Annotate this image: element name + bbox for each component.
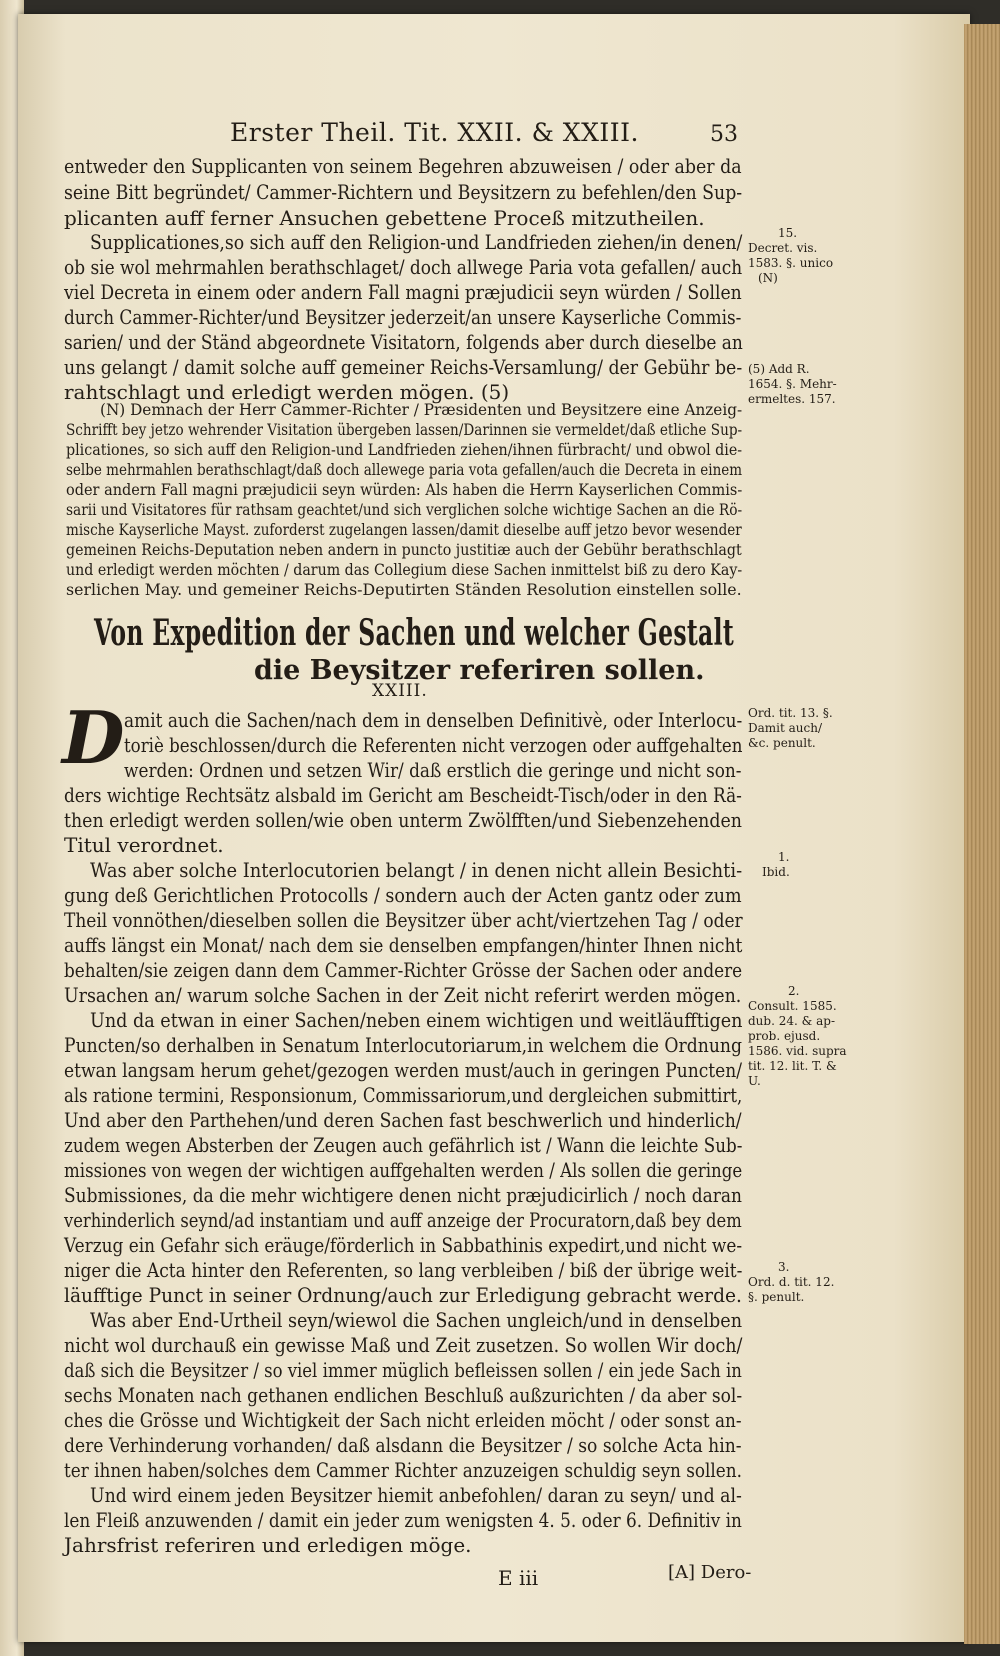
text-line: niger die Acta hinter den Referenten, so lang verbleiben / biß der übrige weit- — [64, 1258, 743, 1282]
text-line: läufftige Punct in seiner Ordnung/auch zur Erledigung gebracht werde. — [64, 1283, 742, 1307]
text-line: durch Cammer-Richter/und Beysitzer jederzeit/an unsere Kayserliche Commis- — [64, 305, 742, 329]
drop-cap: D — [62, 695, 125, 780]
text-line: Submissiones, da die mehr wichtigere denen nicht præjudicirlich / noch daran — [64, 1183, 742, 1207]
note-line: gemeinen Reichs-Deputation neben andern in puncto justitiæ auch der Gebühr berathschlagt — [66, 540, 742, 559]
section-number: XXIII. — [372, 681, 428, 701]
margin-note: 1. Ibid. — [762, 850, 790, 879]
margin-note: 2. Consult. 1585. dub. 24. & ap- prob. ejusd. 1586. vid. supra tit. 12. lit. T. & U. — [748, 984, 847, 1088]
note-line: mische Kayserliche Mayst. zuforderst zugelangen lassen/damit dieselbe auff jetzo bevor wesender — [66, 520, 742, 539]
running-head: Erster Theil. Tit. XXII. & XXIII. — [230, 118, 639, 147]
text-line: Was aber End-Urtheil seyn/wiewol die Sachen ungleich/und in denselben — [90, 1308, 743, 1332]
note-line: selbe mehrmahlen berathschlagt/daß doch allewege paria vota gefallen/auch die Decreta in einem — [66, 460, 743, 479]
text-line: Supplicationes,so sich auff den Religion-und Landfrieden ziehen/in denen/ — [90, 230, 743, 254]
text-line: Und wird einem jeden Beysitzer hiemit anbefohlen/ daran zu seyn/ und al- — [90, 1483, 742, 1507]
note-line: oder andern Fall magni præjudicii seyn würden: Als haben die Herrn Kayserlichen Commis- — [66, 480, 743, 499]
signature-mark: E iii — [498, 1566, 539, 1590]
text-line: Verzug ein Gefahr sich eräuge/förderlich in Sabbathinis expedirt,und nicht we- — [64, 1233, 743, 1257]
text-line: missiones von wegen der wichtigen auffgehalten werden / Als sollen die geringe — [64, 1158, 743, 1182]
margin-note: 3. Ord. d. tit. 12. §. penult. — [748, 1260, 835, 1304]
text-line: seine Bitt begründet/ Cammer-Richtern und Beysitzern zu befehlen/den Sup- — [64, 180, 743, 204]
text-line: len Fleiß anzuwenden / damit ein jeder zum wenigsten 4. 5. oder 6. Definitiv in — [64, 1508, 742, 1532]
note-line: (N) Demnach der Herr Cammer-Richter / Præsidenten und Beysitzere eine Anzeig- — [100, 400, 743, 419]
note-line: serlichen May. und gemeiner Reichs-Deputirten Ständen Resolution einstellen solle. — [66, 580, 742, 599]
text-line: viel Decreta in einem oder andern Fall magni præjudicii seyn würden / Sollen — [64, 280, 742, 304]
margin-note: 15. Decret. vis. 1583. §. unico (N) — [748, 226, 834, 285]
text-line: entweder den Supplicanten von seinem Begehren abzuweisen / oder aber da — [64, 154, 742, 178]
text-line: then erledigt werden sollen/wie oben unterm Zwölfften/und Siebenzehenden — [64, 808, 742, 832]
text-line: toriè beschlossen/durch die Referenten nicht verzogen oder auffgehalten — [124, 733, 743, 757]
text-line: daß sich die Beysitzer / so viel immer müglich befleissen sollen / ein jede Sach in — [64, 1358, 742, 1382]
text-line: uns gelangt / damit solche auff gemeiner Reichs-Versamlung/ der Gebühr be- — [64, 355, 743, 379]
section-subtitle: die Beysitzer referiren sollen. — [254, 655, 705, 686]
text-line: rahtschlagt und erledigt werden mögen. (5) — [64, 380, 510, 404]
text-line: Ursachen an/ warum solche Sachen in der Zeit nicht referirt werden mögen. — [64, 983, 742, 1007]
text-line: ches die Grösse und Wichtigkeit der Sach nicht erleiden möcht / oder sonst an- — [64, 1408, 742, 1432]
text-line: gung deß Gerichtlichen Protocolls / sondern auch der Acten gantz oder zum — [64, 883, 742, 907]
text-line: ders wichtige Rechtsätz alsbald im Gericht am Bescheidt-Tisch/oder in den Rä- — [64, 783, 742, 807]
text-line: plicanten auff ferner Ansuchen gebettene Proceß mitzutheilen. — [64, 206, 705, 230]
text-line: auffs längst ein Monat/ nach dem sie denselben empfangen/hinter Ihnen nicht — [64, 933, 743, 957]
text-line: Jahrsfrist referiren und erledigen möge. — [64, 1533, 472, 1557]
note-line: sarii und Visitatores für rathsam geachtet/und sich verglichen solche wichtige Sachen an die Rö- — [66, 500, 743, 519]
text-line: dere Verhinderung vorhanden/ daß alsdann die Beysitzer / so solche Acta hin- — [64, 1433, 742, 1457]
note-line: plicationes, so sich auff den Religion-und Landfrieden ziehen/ihnen fürbracht/ und obwol die- — [66, 440, 743, 459]
text-line: Und da etwan in einer Sachen/neben einem wichtigen und weitläufftigen — [90, 1008, 743, 1032]
catchword: [A] Dero- — [668, 1562, 752, 1583]
text-line: verhinderlich seynd/ad instantiam und auff anzeige der Procuratorn,daß bey dem — [64, 1208, 742, 1232]
page-edges — [964, 24, 1000, 1644]
text-line: Titul verordnet. — [64, 833, 224, 857]
section-title: Von Expedition der Sachen und welcher Gestalt — [94, 612, 735, 654]
text-line: Theil vonnöthen/dieselben sollen die Beysitzer über acht/viertzehen Tag / oder — [64, 908, 743, 932]
text-line: behalten/sie zeigen dann dem Cammer-Richter Grösse der Sachen oder andere — [64, 958, 743, 982]
text-line: amit auch die Sachen/nach dem in denselben Definitivè, oder Interlocu- — [124, 708, 743, 732]
text-line: als ratione termini, Responsionum, Commissariorum,und dergleichen submittirt, — [64, 1083, 743, 1107]
text-line: ob sie wol mehrmahlen berathschlaget/ doch allwege Paria vota gefallen/ auch — [64, 255, 743, 279]
margin-note: (5) Add R. 1654. §. Mehr- ermeltes. 157. — [748, 362, 837, 406]
text-line: sechs Monaten nach gethanen endlichen Beschluß außzurichten / da aber sol- — [64, 1383, 743, 1407]
text-line: zudem wegen Absterben der Zeugen auch gefährlich ist / Wann die leichte Sub- — [64, 1133, 743, 1157]
folio-number: 53 — [710, 122, 738, 147]
text-line: Puncten/so derhalben in Senatum Interlocutoriarum,in welchem die Ordnung — [64, 1033, 742, 1057]
text-line: Und aber den Parthehen/und deren Sachen fast beschwerlich und hinderlich/ — [64, 1108, 742, 1132]
text-line: nicht wol durchauß ein gewisse Maß und Zeit zusetzen. So wollen Wir doch/ — [64, 1333, 743, 1357]
note-line: und erledigt werden möchten / darum das Collegium diese Sachen inmittelst biß zu dero Kay- — [66, 560, 743, 579]
note-line: Schrifft bey jetzo wehrender Visitation übergeben lassen/Darinnen sie vermeldet/daß etliche Sup- — [66, 420, 743, 439]
text-line: werden: Ordnen und setzen Wir/ daß erstlich die geringe und nicht son- — [124, 758, 742, 782]
text-line: ter ihnen haben/solches dem Cammer Richter anzuzeigen schuldig seyn sollen. — [64, 1458, 742, 1482]
text-line: Was aber solche Interlocutorien belangt / in denen nicht allein Besichti- — [90, 858, 743, 882]
text-line: etwan langsam herum gehet/gezogen werden must/auch in geringen Puncten/ — [64, 1058, 742, 1082]
text-line: sarien/ und der Ständ abgeordnete Visitatorn, folgends aber durch dieselbe an — [64, 330, 743, 354]
margin-note: Ord. tit. 13. §. Damit auch/ &c. penult. — [748, 706, 833, 750]
